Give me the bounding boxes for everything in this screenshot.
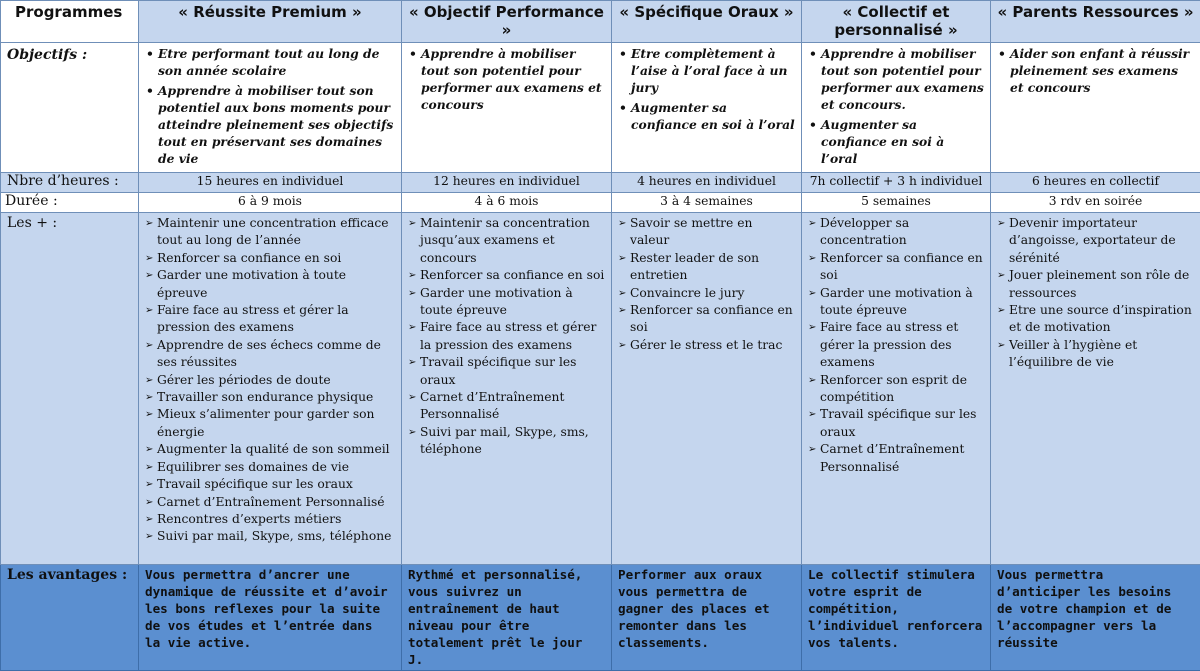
- list-item: ➢ Garder une motivation à toute épreuve: [820, 285, 984, 320]
- list-item: • Apprendre à mobiliser tout son potentiel pour performer aux examens et concours: [421, 45, 605, 113]
- list-item: ➢ Carnet d’Entraînement Personnalisé: [820, 441, 984, 476]
- list-item: ➢ Suivi par mail, Skype, sms, téléphone: [157, 528, 395, 545]
- avantages-row: [1, 565, 1200, 671]
- duree-cell: 5 semaines: [802, 193, 991, 213]
- header-objectif-performance: « Objectif Performance »: [402, 1, 612, 43]
- list-item: • Etre performant tout au long de son année scolaire: [158, 45, 395, 79]
- avantages-cell: Vous permettra d’anticiper les besoins de votre champion et de l’accompagner vers la réussite: [991, 565, 1200, 671]
- heures-cell: 4 heures en individuel: [612, 173, 802, 193]
- list-item: ➢ Rester leader de son entretien: [630, 250, 795, 285]
- header-reussite-premium: « Réussite Premium »: [139, 1, 402, 43]
- objectifs-cell: [991, 43, 1200, 173]
- heures-cell: 15 heures en individuel: [139, 173, 402, 193]
- list-item: ➢ Maintenir une concentration efficace tout au long de l’année: [157, 215, 395, 250]
- list-item: ➢ Etre une source d’inspiration et de motivation: [1009, 302, 1194, 337]
- list-item: • Augmenter sa confiance en soi à l’oral: [821, 116, 984, 167]
- list-item: ➢ Mieux s’alimenter pour garder son énergie: [157, 406, 395, 441]
- list-item: ➢ Garder une motivation à toute épreuve: [420, 285, 605, 320]
- list-item: ➢ Travailler son endurance physique: [157, 389, 395, 406]
- list-item: ➢ Renforcer sa confiance en soi: [157, 250, 395, 267]
- heures-label: Nbre d’heures :: [1, 173, 139, 193]
- list-item: ➢ Faire face au stress et gérer la pression des examens: [820, 319, 984, 371]
- objectifs-label: Objectifs :: [1, 43, 139, 173]
- list-item: ➢ Rencontres d’experts métiers: [157, 511, 395, 528]
- heures-cell: 7h collectif + 3 h individuel: [802, 173, 991, 193]
- plus-cell: [402, 213, 612, 565]
- plus-row: [1, 213, 1200, 565]
- list-item: • Etre complètement à l’aise à l’oral face à un jury: [631, 45, 795, 96]
- objectifs-cell: [402, 43, 612, 173]
- objectifs-row: [1, 43, 1200, 173]
- list-item: • Apprendre à mobiliser tout son potentiel pour performer aux examens et concours.: [821, 45, 984, 113]
- avantages-cell: Performer aux oraux vous permettra de gagner des places et remonter dans les classements.: [612, 565, 802, 671]
- list-item: ➢ Gérer les périodes de doute: [157, 372, 395, 389]
- list-item: ➢ Renforcer sa confiance en soi: [820, 250, 984, 285]
- objectifs-cell: [612, 43, 802, 173]
- list-item: ➢ Carnet d’Entraînement Personnalisé: [420, 389, 605, 424]
- duree-label: Durée :: [1, 193, 139, 213]
- list-item: ➢ Equilibrer ses domaines de vie: [157, 459, 395, 476]
- list-item: ➢ Jouer pleinement son rôle de ressources: [1009, 267, 1194, 302]
- list-item: • Aider son enfant à réussir pleinement ses examens et concours: [1010, 45, 1194, 96]
- plus-cell: [991, 213, 1200, 565]
- plus-label: Les + :: [1, 213, 139, 565]
- avantages-cell: Rythmé et personnalisé, vous suivrez un entraînement de haut niveau pour être totalement prêt le jour J.: [402, 565, 612, 671]
- list-item: ➢ Renforcer sa confiance en soi: [420, 267, 605, 284]
- list-item: ➢ Suivi par mail, Skype, sms, téléphone: [420, 424, 605, 459]
- list-item: ➢ Convaincre le jury: [630, 285, 795, 302]
- list-item: ➢ Travail spécifique sur les oraux: [157, 476, 395, 493]
- header-collectif-personnalise: « Collectif et personnalisé »: [802, 1, 991, 43]
- list-item: ➢ Renforcer sa confiance en soi: [630, 302, 795, 337]
- objectifs-cell: [139, 43, 402, 173]
- plus-cell: [802, 213, 991, 565]
- list-item: ➢ Veiller à l’hygiène et l’équilibre de vie: [1009, 337, 1194, 372]
- plus-cell: [139, 213, 402, 565]
- list-item: ➢ Travail spécifique sur les oraux: [420, 354, 605, 389]
- heures-cell: 12 heures en individuel: [402, 173, 612, 193]
- avantages-cell: Vous permettra d’ancrer une dynamique de réussite et d’avoir les bons reflexes pour la suite de vos études et l’entrée dans la vie active.: [139, 565, 402, 671]
- list-item: ➢ Savoir se mettre en valeur: [630, 215, 795, 250]
- list-item: ➢ Carnet d’Entraînement Personnalisé: [157, 494, 395, 511]
- objectifs-cell: [802, 43, 991, 173]
- duree-cell: 4 à 6 mois: [402, 193, 612, 213]
- duree-row: [1, 193, 1200, 213]
- list-item: ➢ Faire face au stress et gérer la pression des examens: [157, 302, 395, 337]
- heures-cell: 6 heures en collectif: [991, 173, 1200, 193]
- duree-cell: 3 à 4 semaines: [612, 193, 802, 213]
- header-programmes: Programmes: [1, 1, 139, 43]
- list-item: ➢ Augmenter la qualité de son sommeil: [157, 441, 395, 458]
- list-item: ➢ Maintenir sa concentration jusqu’aux examens et concours: [420, 215, 605, 267]
- avantages-cell: Le collectif stimulera votre esprit de compétition, l’individuel renforcera vos talents.: [802, 565, 991, 671]
- list-item: ➢ Travail spécifique sur les oraux: [820, 406, 984, 441]
- list-item: • Augmenter sa confiance en soi à l’oral: [631, 99, 795, 133]
- header-row: [1, 1, 1200, 43]
- list-item: ➢ Garder une motivation à toute épreuve: [157, 267, 395, 302]
- list-item: ➢ Gérer le stress et le trac: [630, 337, 795, 354]
- header-parents-ressources: « Parents Ressources »: [991, 1, 1200, 43]
- list-item: ➢ Faire face au stress et gérer la pression des examens: [420, 319, 605, 354]
- duree-cell: 6 à 9 mois: [139, 193, 402, 213]
- heures-row: [1, 173, 1200, 193]
- list-item: ➢ Apprendre de ses échecs comme de ses réussites: [157, 337, 395, 372]
- list-item: ➢ Devenir importateur d’angoisse, exportateur de sérénité: [1009, 215, 1194, 267]
- plus-cell: [612, 213, 802, 565]
- list-item: ➢ Renforcer son esprit de compétition: [820, 372, 984, 407]
- duree-cell: 3 rdv en soirée: [991, 193, 1200, 213]
- list-item: ➢ Développer sa concentration: [820, 215, 984, 250]
- header-specifique-oraux: « Spécifique Oraux »: [612, 1, 802, 43]
- list-item: • Apprendre à mobiliser tout son potentiel aux bons moments pour atteindre pleinement ses objectifs tout en préservant ses domaines de vie: [158, 82, 395, 167]
- avantages-label: Les avantages :: [1, 565, 139, 671]
